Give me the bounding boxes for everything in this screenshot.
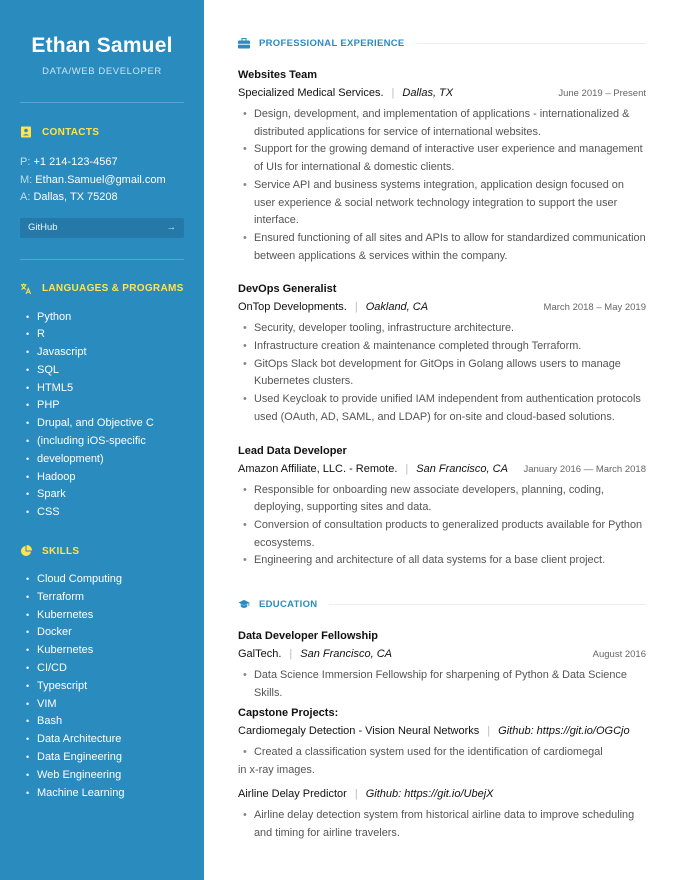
list-item: • R bbox=[20, 326, 184, 344]
job-entry bbox=[238, 283, 646, 426]
github-label: GitHub bbox=[28, 222, 58, 233]
job-entry bbox=[238, 445, 646, 571]
contact-card-icon bbox=[20, 126, 32, 138]
job-date: January 2016 — March 2018 bbox=[523, 463, 646, 475]
list-item: • Infrastructure creation & maintenance completed through Terraform. bbox=[238, 338, 646, 356]
contact-phone: P: +1 214-123-4567 bbox=[20, 156, 118, 168]
list-item: • Python bbox=[20, 309, 184, 327]
list-item: • Machine Learning bbox=[20, 785, 184, 803]
education-entry bbox=[238, 630, 646, 842]
contacts-heading: CONTACTS bbox=[20, 126, 184, 138]
project-line: Cardiomegaly Detection - Vision Neural Networks | Github: https://git.io/OGCjo bbox=[238, 725, 630, 738]
education-school: GalTech. bbox=[238, 648, 282, 661]
skills-heading: SKILLS bbox=[20, 545, 184, 557]
capstone-heading: Capstone Projects: bbox=[238, 707, 339, 720]
list-item: • Data Engineering bbox=[20, 749, 184, 767]
heading-rule bbox=[329, 604, 646, 605]
translate-icon bbox=[20, 283, 32, 295]
list-item: • Support for the growing demand of interactive user experience and management of UIs for international & domestic clients. bbox=[238, 141, 646, 176]
project-bullets bbox=[238, 807, 646, 842]
job-company: Amazon Affiliate, LLC. - Remote. bbox=[238, 462, 398, 475]
contact-address: A: Dallas, TX 75208 bbox=[20, 191, 118, 203]
project-github-link[interactable]: Github: https://git.io/UbejX bbox=[365, 787, 494, 800]
skills-list bbox=[20, 571, 184, 802]
job-location: Dallas, TX bbox=[402, 87, 454, 99]
project-name: Cardiomegaly Detection - Vision Neural Networks bbox=[238, 725, 480, 738]
briefcase-icon bbox=[238, 37, 250, 49]
education-meta: GalTech. | San Francisco, CA August 2016 bbox=[238, 648, 646, 661]
job-title: DevOps Generalist bbox=[238, 283, 337, 296]
list-item: • Kubernetes bbox=[20, 607, 184, 625]
job-bullets bbox=[238, 106, 646, 265]
job-date: June 2019 – Present bbox=[558, 88, 646, 99]
list-item: • Responsible for onboarding new associate developers, planning, coding, deploying, supporting sites and data. bbox=[238, 482, 646, 517]
job-meta: Specialized Medical Services. | Dallas, TX June 2019 – Present bbox=[238, 87, 646, 99]
sidebar-divider bbox=[20, 102, 184, 103]
list-item: • Typescript bbox=[20, 678, 184, 696]
education-heading: EDUCATION bbox=[238, 598, 646, 610]
resume-title: DATA/WEB DEVELOPER bbox=[42, 66, 162, 77]
sidebar-divider bbox=[20, 259, 184, 260]
project-name: Airline Delay Predictor bbox=[238, 787, 347, 800]
education-date: August 2016 bbox=[592, 649, 646, 661]
job-title: Websites Team bbox=[238, 69, 318, 81]
job-entry bbox=[238, 69, 646, 265]
list-item: • CI/CD bbox=[20, 660, 184, 678]
job-company: OnTop Developments. bbox=[238, 301, 347, 314]
list-item: • (including iOS-specific bbox=[20, 433, 184, 451]
experience-heading: PROFESSIONAL EXPERIENCE bbox=[238, 37, 646, 49]
pie-chart-icon bbox=[20, 545, 32, 557]
job-meta: Amazon Affiliate, LLC. - Remote. | San Francisco, CA January 2016 — March 2018 bbox=[238, 462, 646, 475]
job-bullets bbox=[238, 482, 646, 571]
list-item: • Docker bbox=[20, 624, 184, 642]
heading-rule bbox=[417, 43, 646, 44]
project-bullets bbox=[238, 744, 646, 762]
list-item: • Created a classification system used for the identification of cardiomegal bbox=[238, 744, 646, 762]
education-program: Data Developer Fellowship bbox=[238, 630, 378, 643]
list-item: • Cloud Computing bbox=[20, 571, 184, 589]
list-item: • Used Keycloak to provide unified IAM independent from authentication protocols used (OAuth, AD, SAML, and LDAP) for on-site and cloud-based solutions. bbox=[238, 391, 646, 426]
list-item: • Ensured functioning of all sites and APIs to allow for standardized communication between applications & services within the company. bbox=[238, 230, 646, 265]
github-link-button[interactable] bbox=[20, 218, 184, 238]
resume-name: Ethan Samuel bbox=[31, 34, 173, 57]
list-item: • Bash bbox=[20, 713, 184, 731]
education-bullets bbox=[238, 667, 646, 702]
education-location: San Francisco, CA bbox=[300, 648, 392, 661]
list-item: • Engineering and architecture of all data systems for a base client project. bbox=[238, 552, 646, 570]
job-location: San Francisco, CA bbox=[416, 462, 508, 475]
list-item: • CSS bbox=[20, 504, 184, 522]
project-line: Airline Delay Predictor | Github: https://git.io/UbejX bbox=[238, 787, 494, 800]
list-item: • GitOps Slack bot development for GitOps in Golang allows users to manage Kubernetes clusters. bbox=[238, 356, 646, 391]
list-item: • Hadoop bbox=[20, 469, 184, 487]
list-item: • SQL bbox=[20, 362, 184, 380]
list-item: • Kubernetes bbox=[20, 642, 184, 660]
graduation-cap-icon bbox=[238, 598, 250, 610]
main-content bbox=[238, 0, 646, 842]
contact-email[interactable]: M: Ethan.Samuel@gmail.com bbox=[20, 173, 166, 186]
list-item: • Javascript bbox=[20, 344, 184, 362]
project-desc-continued: in x-ray images. bbox=[238, 764, 315, 777]
list-item: • Security, developer tooling, infrastructure architecture. bbox=[238, 320, 646, 338]
job-bullets bbox=[238, 320, 646, 426]
list-item: • Service API and business systems integration, application design focused on user experience & social network technology integration to support the user interface. bbox=[238, 177, 646, 230]
sidebar bbox=[0, 0, 204, 880]
list-item: • Web Engineering bbox=[20, 767, 184, 785]
list-item: • development) bbox=[20, 451, 184, 469]
list-item: • VIM bbox=[20, 696, 184, 714]
list-item: • Spark bbox=[20, 486, 184, 504]
arrow-right-icon: → bbox=[166, 222, 176, 233]
list-item: • HTML5 bbox=[20, 380, 184, 398]
list-item: • Design, development, and implementation of applications - internationalized & distributed applications for service of international websites. bbox=[238, 106, 646, 141]
list-item: • Terraform bbox=[20, 589, 184, 607]
languages-heading: LANGUAGES & PROGRAMS bbox=[20, 283, 184, 295]
list-item: • Data Architecture bbox=[20, 731, 184, 749]
list-item: • Airline delay detection system from historical airline data to improve scheduling and timing for airline travelers. bbox=[238, 807, 646, 842]
job-company: Specialized Medical Services. bbox=[238, 87, 384, 99]
project-github-link[interactable]: Github: https://git.io/OGCjo bbox=[498, 725, 630, 738]
languages-list bbox=[20, 309, 184, 523]
list-item: • Drupal, and Objective C bbox=[20, 415, 184, 433]
list-item: • Conversion of consultation products to generalized products available for Python ecosystems. bbox=[238, 517, 646, 552]
job-date: March 2018 – May 2019 bbox=[543, 302, 646, 314]
list-item: • Data Science Immersion Fellowship for sharpening of Python & Data Science Skills. bbox=[238, 667, 646, 702]
job-location: Oakland, CA bbox=[365, 301, 429, 314]
job-meta: OnTop Developments. | Oakland, CA March 2018 – May 2019 bbox=[238, 301, 646, 314]
job-title: Lead Data Developer bbox=[238, 444, 347, 457]
list-item: • PHP bbox=[20, 397, 184, 415]
